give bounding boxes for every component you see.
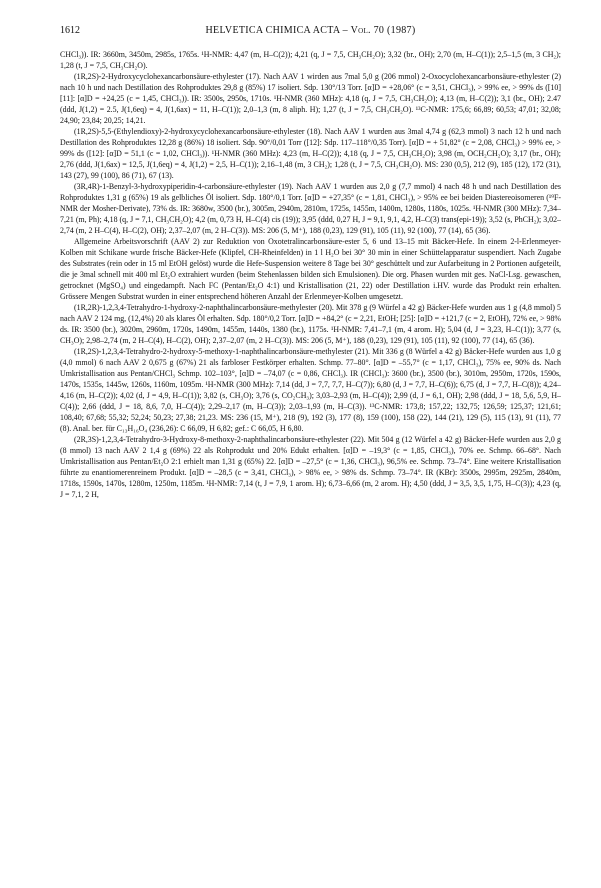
paragraph: CHCl₃)). IR: 3660m, 3450m, 2985s, 1765s. ¹H-NMR: 4,47 (m, H–C(2)); 4,21 (q, J = 7,5, CH₃CH₂O); 3,32 (br., OH); 2,70 (m, H–C(1)); 2,5–1,5 (m, 3 CH₂); 1,28 (t, J = 7,5, CH₃CH₂O). <box>60 50 561 70</box>
page-number: 1612 <box>60 25 80 36</box>
paragraph: (1R,2S)-1,2,3,4-Tetrahydro-2-hydroxy-5-methoxy-1-naphthalincarbonsäure-methylester (21). Mit 336 g (8 Würfel a 42 g) Bäcker-Hefe wurden aus 1,0 g (4,0 mmol) 6 nach AAV 2 0,675 g (67%) 21 als farbloser Festkörper erhalten. Schmp. 77–80°. [α]D = –55,7° (c = 1,17, CHCl₃), 75% ee, 90% ds. Nach Umkristallisation aus Pentan/CHCl₃ Schmp. 102–103°, [α]D = –74,07 (c = 0,86, CHCl₃). IR (CHCl₃): 3600 (br.), 3500 (br.), 3010m, 2950m, 1720s, 1590s, 1470s, 1535s, 1445w, 1260s, 1160m, 1095m. ¹H-NMR (300 MHz): 7,14 (dd, J = 7,7, 7,7, H–C(7)); 6,80 (d, J = 7,7, H–C(6)); 6,75 (d, J = 7,7, H–C(8)); 4,24–4,16 (m, H–C(2)); 4,02 (d, J = 4,9, H–C(1)); 3,82 (s, CH₃O); 3,76 (s, CO₂CH₃); 3,03–2,93 (m, H–C(4)); 2,99 (d, J = 6,1, OH); 2,98 (ddd, J = 18, 5,6, 5,9, H–C(4)); 2,66 (ddd, J = 18, 8,6, 7,0, H–C(4)); 2,29–2,17 (m, H–C(3)); 2,03–1,93 (m, H–C(3)). ¹³C-NMR: 173,8; 157,22; 132,75; 126,59; 125,37; 121,61; 108,40; 67,68; 55,32; 52,24; 50,23; 27,38; 21,23. MS: 236 (15, M⁺), 218 (9), 192 (3), 177 (8), 159 (100), 158 (22), 144 (21), 129 (5), 115 (13), 91 (11), 77 (8). Anal. ber. für C₁₃H₁₆O₄ (236,26): C 66,09, H 6,82; gef.: C 66,05, H 6,80. <box>60 347 561 433</box>
paragraph: (1R,2R)-1,2,3,4-Tetrahydro-1-hydroxy-2-naphthalincarbonsäure-methylester (20). Mit 378 g (9 Würfel a 42 g) Bäcker-Hefe wurden aus 1 g (4,8 mmol) 5 nach AAV 2 124 mg, (12,4%) 20 als klares Öl erhalten. Sdp. 180°/0,2 Torr. [α]D = +84,2° (c = 2,21, EtOH; [25]: [α]D = +121,7 (c = 2, EtOH), 72% ee, > 98% ds. IR: 3500 (br.), 3020m, 2960m, 1720s, 1490m, 1455m, 1440s, 1380 (br.), 1175s. ¹H-NMR: 7,41–7,1 (m, 4 arom. H); 5,04 (d, J = 3,23, H–C(1)); 3,77 (s, CH₃O); 2,98–2,74 (m, 2 H–C(4), H–C(2), OH); 2,37–2,07 (m, 2 H–C(3)). MS: 206 (5, M⁺), 188 (0,23), 129 (91), 105 (11), 92 (100), 77 (14), 65 (36). <box>60 303 561 345</box>
article-body <box>60 49 561 500</box>
page-header <box>60 25 561 41</box>
paragraph: (2R,3S)-1,2,3,4-Tetrahydro-3-Hydroxy-8-methoxy-2-naphthalincarbonsäure-ethylester (22). Mit 504 g (12 Würfel a 42 g) Bäcker-Hefe wurden aus 2,0 g (8 mmol) 13 nach AAV 2 1,4 g (69%) 22 als Rohprodukt und 20% Edukt erhalten. [α]D = –19,3° (c = 1,85, CHCl₃), 70% ee. Schmp. 66–68°. Nach Umkristallisation aus Pentan/Et₂O 2:1 erhielt man 1,31 g (65%) 22. [α]D = –27,5° (c = 1,36, CHCl₃), 96,5% ee. Schmp. 73–74°. Eine weitere Kristallisation führte zu enantiomerenreinem Produkt. [α]D = –28,5 (c = 3,41, CHCl₃), > 98% ee, > 98% ds. Schmp. 73–74°. IR (KBr): 3500s, 2995m, 2925m, 2840m, 1718s, 1590s, 1470s, 1280m, 1250m, 1185m. ¹H-NMR: 7,14 (t, J = 7,9, 1 arom. H); 6,73–6,66 (m, 2 arom. H); 4,50 (ddd, J = 3,5, 3,5, 1,75, H–C(3)); 4,23 (q, J = 7,1, 2 H, <box>60 435 561 499</box>
paragraph: (1R,2S)-5,5-(Ethylendioxy)-2-hydroxycyclohexancarbonsäure-ethylester (18). Nach AAV 1 wurden aus 3mal 4,74 g (62,3 mmol) 3 nach 12 h und nach Destillation des Rohproduktes 12,28 g (86%) 18 isoliert. Sdp. 90°/0,01 Torr ([12]: Sdp. 117–118°/0,35 Torr). [α]D = + 51,82° (c = 2,08, CHCl₃) > 99% ee, > 99% ds ([12]: [α]D = 51,1 (c = 1,02, CHCl₃)). ¹H-NMR (360 MHz): 4,23 (m, H–C(2)); 4,18 (q, J = 7,5, CH₃CH₂O); 3,98 (m, OCH₂CH₂O); 3,17 (br., OH); 2,76 (ddd, J(1,6ax) = 12,5, J(1,6eq) = 4, J(1,2) = 2,5, H–C(1)); 2,16–1,48 (m, 3 CH₂); 1,28 (t, J = 7,5, CH₃CH₂O). MS: 230 (0,5), 212 (9), 185 (12), 172 (31), 143 (27), 99 (100), 86 (71), 67 (13). <box>60 127 561 180</box>
journal-title: HELVETICA CHIMICA ACTA – Vol. 70 (1987) <box>205 25 416 36</box>
paragraph: (1R,2S)-2-Hydroxycyclohexancarbonsäure-ethylester (17). Nach AAV 1 wirden aus 7mal 5,0 g (206 mmol) 2-Oxocyclohexancarbonsäure-ethylester (2) nach 10 h und nach Destillation des Rohproduktes 29,8 g (85%) 17 isoliert. Sdp. 130°/13 Torr. [α]D = +28,06° (c = 3,51, CHCl₃), > 99% ee, > 99% ds ([10] [11]: [α]D = +24,25 (c = 1,45, CHCl₃)). IR: 3500s, 2950s, 1710s. ¹H-NMR (360 MHz): 4,18 (q, J = 7,5, CH₃CH₂O); 4,13 (m, H–C(2)); 3,1 (br., OH); 2.47 (ddd, J(1,2) = 2.5, J(1,6eq) = 4, J(1,6ax) = 11, H–C(1)); 2,0–1,3 (m, 8 aliph. H); 1,27 (t, J = 7,5, CH₃CH₂O). ¹³C-NMR: 175,6; 66,89; 60,53; 47,01; 32,08; 24,90; 23,84; 20,25; 14,21. <box>60 72 561 125</box>
paragraph: Allgemeine Arbeitsvorschrift (AAV 2) zur Reduktion von Oxotetralincarbonsäure-ester 5, 6 und 13–15 mit Bäcker-Hefe. In einem 2-l-Erlenmeyer-Kolben mit Schikane wurde frische Bäcker-Hefe (Klipfel, CH-Rheinfelden) in 1 l H₂O bei 30° 30 min in einer Schüttelapparatur suspendiert. Nach Zugabe des Substrates (rein oder in 15 ml EtOH gelöst) wurde die Hefe-Suspension weitere 8 Tage bei 30° geschüttelt und zur Aufarbeitung in 2 Portionen aufgeteilt, die je 3mal schnell mit 400 ml Et₂O extrahiert wurden (beim Stehenlassen bilden sich Emulsionen). Die org. Phasen wurden mit ges. NaCl-Lsg. gewaschen, getrocknet (MgSO₄) und eingedampft. Nach FC (Pentan/Et₂O 4:1) und Kristallisation (21, 22) oder Destillation i.HV. wurde das Produkt rein erhalten. Grössere Mengen Substrat wurden in einer entsprechend höheren Anzahl der Erlenmeyer-Kolben umgesetzt. <box>60 237 561 301</box>
paragraph: (3R,4R)-1-Benzyl-3-hydroxypiperidin-4-carbonsäure-ethylester (19). Nach AAV 1 wurden aus 2,0 g (7,7 mmol) 4 nach 48 h und nach Destillation des Rohproduktes 1,31 g (65%) 19 als gelbliches Öl isoliert. Sdp. 180°/0,1 Torr. [α]D = +27,35° (c = 1,81, CHCl₃), > 95% ee bei beiden Diastereoisomeren (¹⁹F-NMR der Mosher-Derivate), 73% ds. IR: 3680w, 3500 (br.), 3005m, 2940m, 2810m, 1725s, 1455m, 1400m, 1280s, 1180s, 1025s. ¹H-NMR (300 MHz): 7,34–7,21 (m, Ph); 4,18 (q, J = 7,1, CH₃CH₂O); 4,2 (m, 0,73 H, H–C(4) cis (19)); 3,95 (ddd, 0,27 H, J = 9,1, 9,1, 4,2, H–C(3) trans(epi-19)); 3,52 (s, PhCH₂); 3,02–2,74 (m, 2 H–C(4), H–C(2), OH); 2,37–2,07 (m, 2 H–C(3)). MS: 206 (5, M⁺), 188 (0,23), 129 (91), 105 (11), 92 (100), 77 (14), 65 (36). <box>60 182 561 235</box>
